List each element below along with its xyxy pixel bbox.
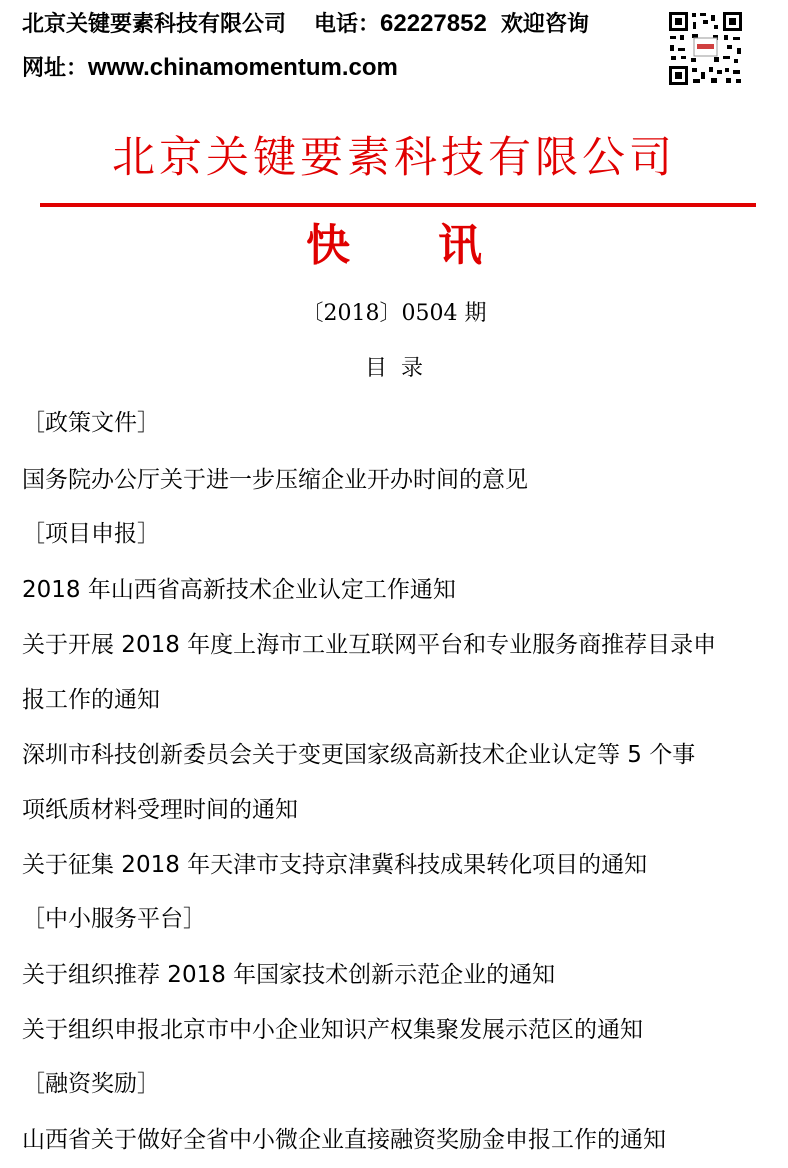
bulletin-title-kuai: 快 [306,220,350,271]
toc-item-continuation[interactable]: 项纸质材料受理时间的通知 [22,797,298,823]
toc-item[interactable]: 山西省关于做好全省中小微企业直接融资奖励金申报工作的通知 [22,1127,666,1153]
qr-code-icon[interactable] [667,10,744,87]
toc-item[interactable]: 关于征集 2018 年天津市支持京津冀科技成果转化项目的通知 [22,852,648,878]
toc-item[interactable]: 关于组织申报北京市中小企业知识产权集聚发展示范区的通知 [22,1017,643,1043]
website-label: 网址： [22,56,89,81]
title-divider [40,203,756,207]
phone-number[interactable]: 62227852 [380,10,487,37]
phone-label: 电话： [314,12,381,37]
toc-category-sme: ［中小服务平台］ [22,906,206,932]
toc-category-policy: ［政策文件］ [22,410,160,436]
toc-item[interactable]: 关于组织推荐 2018 年国家技术创新示范企业的通知 [22,962,556,988]
toc-heading: 目录 [364,356,437,381]
company-title: 北京关键要素科技有限公司 [112,133,676,183]
toc-category-finance: ［融资奖励］ [22,1071,160,1097]
header-website-line [22,52,398,85]
header-contact-line [22,8,589,41]
welcome-text: 欢迎咨询 [500,12,589,37]
bulletin-title-xun: 讯 [438,220,482,271]
toc-item[interactable]: 2018 年山西省高新技术企业认定工作通知 [22,577,456,603]
toc-item-continuation[interactable]: 报工作的通知 [22,687,160,713]
bulletin-title [0,218,788,274]
issue-number: 〔2018〕0504 期 [301,301,487,326]
website-link[interactable]: www.chinamomentum.com [88,54,398,81]
toc-item[interactable]: 国务院办公厅关于进一步压缩企业开办时间的意见 [22,467,528,493]
header-company: 北京关键要素科技有限公司 [22,12,287,37]
toc-item[interactable]: 深圳市科技创新委员会关于变更国家级高新技术企业认定等 5 个事 [22,742,696,768]
toc-category-project: ［项目申报］ [22,521,160,547]
toc-item[interactable]: 关于开展 2018 年度上海市工业互联网平台和专业服务商推荐目录申 [22,632,717,658]
